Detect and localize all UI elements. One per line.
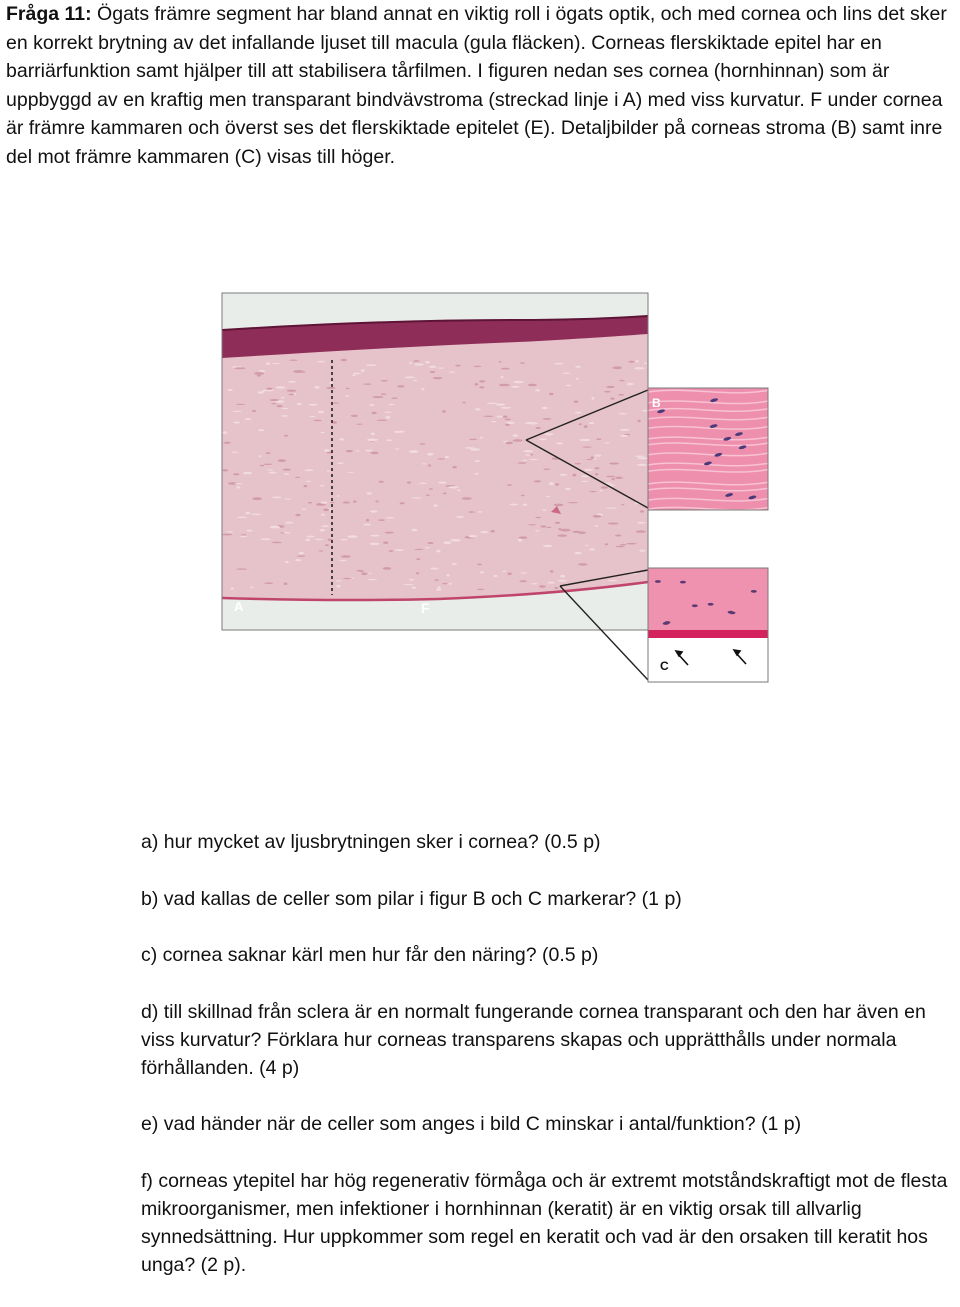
question-intro xyxy=(6,0,954,171)
label-f: F xyxy=(421,600,430,616)
detail-b-panel xyxy=(648,388,770,510)
question-c: c) cornea saknar kärl men hur får den näring? (0.5 p) xyxy=(141,944,599,966)
question-f: f) corneas ytepitel har hög regenerativ förmåga och är extremt motståndskraftigt mot de flesta mikroorganismer, men infektioner i hornhinnan (keratit) är en viktig orsak till allvarlig synnedsättning. Hur uppkommer som regel en keratit och vad är den orsaken till keratit hos unga? (2 p). xyxy=(141,1169,948,1276)
cornea-histology-figure xyxy=(218,290,774,690)
stroma-region xyxy=(222,328,648,600)
question-intro-text: Ögats främre segment har bland annat en viktig roll i ögats optik, och med cornea och lins det sker en korrekt brytning av det infallande ljuset till macula (gula fläcken). Corneas flerskiktade epitel har en barriärfunktion samt hjälper till att stabilisera tårfilmen. I figuren nedan ses cornea (hornhinnan) som är uppbyggd av en kraftig men transparant bindvävstroma (streckad linje i A) med viss kurvatur. F under cornea är främre kammaren och överst ses det flerskiktade epitelet (E). Detaljbilder på corneas stroma (B) samt inre del mot främre kammaren (C) visas till höger. xyxy=(6,3,947,168)
question-e: e) vad händer när de celler som anges i bild C minskar i antal/funktion? (1 p) xyxy=(141,1113,802,1135)
label-b: B xyxy=(652,396,661,410)
question-b: b) vad kallas de celler som pilar i figur B och C markerar? (1 p) xyxy=(141,887,682,910)
main-histology-panel xyxy=(222,293,649,630)
question-d: d) till skillnad från sclera är en normalt fungerande cornea transparant och den har även en viss kurvatur? Förklara hur corneas transparens skapas och upprätthålls under normala förhållanden. (4 p) xyxy=(141,1000,926,1079)
label-c: C xyxy=(660,659,669,673)
sub-questions xyxy=(141,828,959,1307)
question-a: a) hur mycket av ljusbrytningen sker i cornea? (0.5 p) xyxy=(141,831,601,853)
question-label: Fråga 11: xyxy=(6,3,92,25)
label-a: A xyxy=(234,599,244,614)
